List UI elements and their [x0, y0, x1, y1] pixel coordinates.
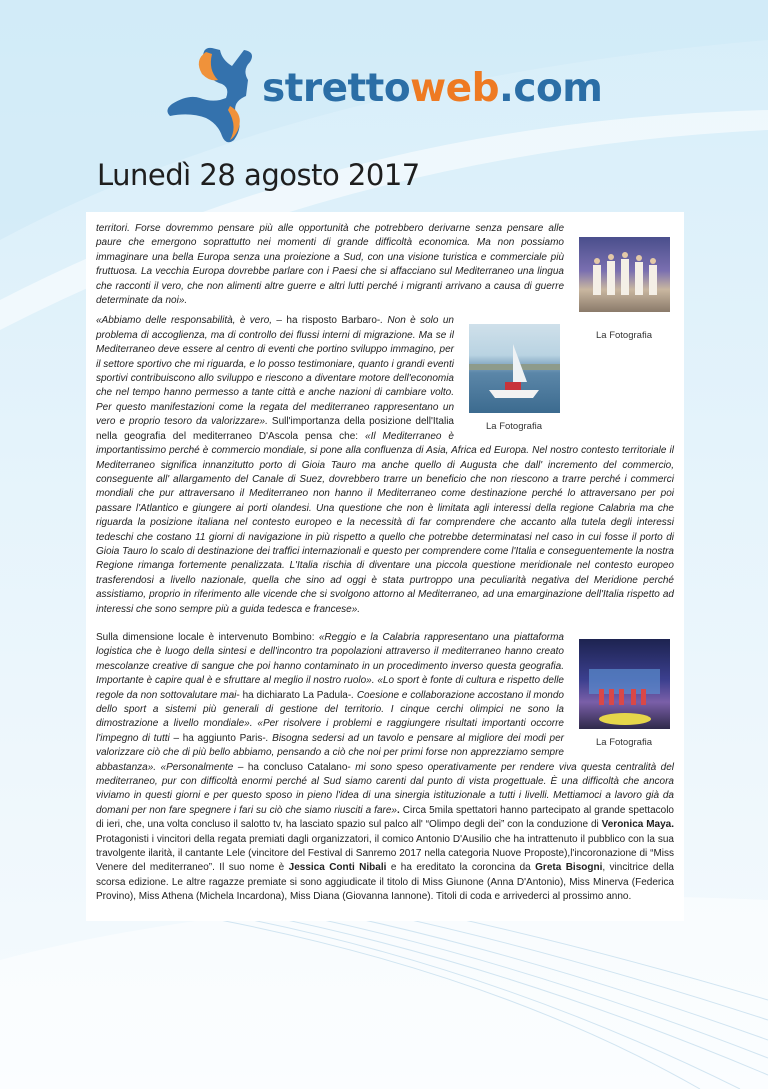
quote-text: . Bisogna sedersi ad un tavolo e pensare al migliore dei modi per valorizzare ciò che di più bello abbiamo, pensando a ciò che noi per primi forse non apprezziamo sempre abbastanza». «Personalmente	[96, 732, 564, 773]
article-paragraph-2-part-2	[96, 460, 674, 615]
article-card	[86, 212, 684, 921]
quote-text: commercio, conseguente all' allargamento del Canale di Suez, dovrebbero trarre un beneficio che non riescono a trarre perché i commerci mondiali che pur attraversano il Mediterraneo non hanno il Mediterraneo come destinazione perché lo attraversano per poi passare l'Atlantico e giungere ai porti olandesi. Una questione che non è limitata agli interessi della regione Calabria ma che riguarda la posizione italiana nel contesto europeo e la necessità di far comprendere che accanto alla tutela degli interessi tedeschi che costano 11 giorni di navigazione in più rispetto a quello che potrebbe determinatasi nel caso in cui fosse il porto di Gioia Tauro lo scalo di destinazione dei traffici internazionali e questo per comprendere come l'Italia e conseguentemente la nostra Regione rimanga fortemente penalizzata. L'Italia rischia di diventare una piccola questione meridionale nel contesto europeo trasferendosi a livello nazionale, quella che sino ad oggi è stata purtroppo una peculiarità negativa del Meridione perché assistiamo, proprio in riferimento alle vicende che si svolgono attorno al Mediterraneo, ad una emarginazione dell'Italia rispetto ad interessi che sono sempre più a guida tedesca e francese».	[96, 459, 675, 615]
quote-text: «Abbiamo delle responsabilità, è vero, –	[96, 315, 287, 327]
logo-map-icon	[160, 40, 270, 150]
photo-stage-event[interactable]	[579, 639, 670, 729]
bold-text: Jessica Conti Nibali	[288, 862, 387, 874]
photo-caption: La Fotografia	[596, 736, 652, 748]
photo-sailboat[interactable]	[469, 324, 560, 413]
article-paragraph-3	[96, 631, 674, 905]
body-text: Sull'importanza della posizione dell'Italia nella geografia del mediterraneo D'Ascola pensa che:	[96, 416, 454, 442]
publication-date: Lunedì 28 agosto 2017	[97, 158, 420, 192]
photo-miss-contest[interactable]	[579, 237, 670, 312]
body-text: – ha concluso Catalano-	[237, 761, 351, 773]
quote-text: territori. Forse dovremmo pensare più alle opportunità che potrebbero derivarne senza pensare alle paure che emergono soprattutto nei momenti di grande difficoltà economica. Ma non possiamo immaginare una bella Europa senza una proiezione a Sud, con una visione turistica e commerciale più fruttuosa. La vecchia Europa dovrebbe parlare con i Paesi che si affacciano sul Mediterraneo una lingua che racconti il vero, che non alimenti altre guerre e altri lutti perché i migranti arrivano a causa di guerre determinate da noi».	[96, 223, 564, 307]
figure-stage-event	[574, 639, 674, 749]
body-text: Circa 5mila spettatori hanno partecipato al grande spettacolo di ieri, che, una volta concluso il salotto tv, ha lasciato spazio sul palco all' “Olimpo degli dei” con la conduzione di	[96, 804, 674, 831]
body-text: – ha aggiunto Paris-	[173, 732, 266, 744]
quote-text: mi sono speso operativamente per rendere viva questa centralità del mediterraneo, pur con difficoltà enormi perché al Sud siamo carenti dal punto di vista progettuale. È una difficoltà che ancora viviamo in questi giorni e per questo sposo in pieno l'idea di una sinergia	[96, 761, 674, 802]
photo-caption: La Fotografia	[596, 330, 652, 341]
logo-text-com: .com	[499, 66, 603, 111]
body-text: Sulla dimensione locale è intervenuto Bombino:	[96, 631, 319, 643]
figure-miss-contest	[574, 237, 674, 342]
bold-text: Veronica Maya.	[601, 819, 675, 831]
bold-text: Greta Bisogni	[535, 862, 603, 874]
body-text: - ha dichiarato La Padula-	[236, 689, 352, 701]
body-text: e ha ereditato la coroncina da	[386, 862, 536, 874]
quote-text: istituzionale a tutti i livelli. Mettiamoci a lavoro già da domani per non fare spegnere i fari su ciò che siamo riusciti a fare»	[96, 790, 674, 816]
photo-caption: La Fotografia	[486, 421, 542, 433]
quote-text: «Reggio e la Calabria rappresentano una piattaforma logistica che è luogo della sintesi e dell'incontro tra popolazioni attraverso il mediterraneo hanno creato mescolanze creative di sangue che poi hanno contaminato in un procedimento inverso questa geografia. Importante è capire qual è e sfruttare al meglio il nostro ruolo». «Lo sport è fonte di cultura e rispetto delle regole da non sottovalutare mai	[96, 631, 564, 701]
article-paragraph-3-part-2	[96, 790, 674, 902]
article-paragraph-2	[96, 314, 674, 617]
body-text: , vincitrice della scorsa edizione. Le altre ragazze premiate si sono aggiudicate il titolo di Miss Giunone (Anna D'Antonio), Miss Minerva (Federica Provino), Miss Athena (Michela Incardona), Miss Diana (Giovanna Iannone). Titoli di coda e arrivederci al prossimo anno.	[96, 862, 674, 903]
strettoweb-logo[interactable]	[160, 40, 270, 150]
logo-text-web: web	[410, 66, 500, 111]
bold-text: .	[396, 804, 400, 816]
body-text: Protagonisti i vincitori della regata premiati dagli organizzatori, il comico Antonio D'Ausilio che ha intrattenuto il pubblico con la sua travolgente ilarità, il cantante Lele (vincitore del Festival di Sanremo 2017 nella categoria Nuove Proposte),l'incoronazione di “Miss Venere del mediterraneo”. Il suo nome è	[96, 833, 674, 874]
quote-text: . Coesione e collaborazione accostano il mondo dello sport a sistemi più generali di gestione del territorio. I cinque cerchi olimpici ne sono la dimostrazione a livello mondiale». «Per risolvere i problemi e raggiungere risultati importanti occorre l'impegno di tutti	[96, 689, 564, 744]
quote-text: . Non è solo un problema di accoglienza, ma di controllo dei flussi interni di migrazione. Ma se il Mediterraneo deve essere al centro di eventi che portino sviluppo immagino, per il settore sportivo che mi riguarda, e lo posso testimoniare, quanto i grandi eventi sportivi contribuiscono allo sviluppo e riescono a diventare motore dell'economia che nel tempo hanno permesso a tante città e anche nazioni di cambiare volto. Per questo manifestazioni come la regata del mediterraneo rappresentano un vero e proprio tesoro da valorizzare».	[96, 315, 454, 428]
logo-text-stretto: stretto	[262, 66, 411, 111]
quote-text: «Il Mediterraneo è importantissimo perché è commercio mondiale, si pone alla confluenza di Asia, Africa ed Europa. Nel nostro contesto territoriale il Mediterraneo significa innanzitutto porto di Gioia Tauro ma anche quello di Augusta che dall' incremento del	[96, 430, 674, 471]
body-text: ha risposto Barbaro-	[286, 315, 381, 327]
figure-sailboat	[464, 324, 564, 433]
logo-wordmark	[262, 66, 602, 111]
